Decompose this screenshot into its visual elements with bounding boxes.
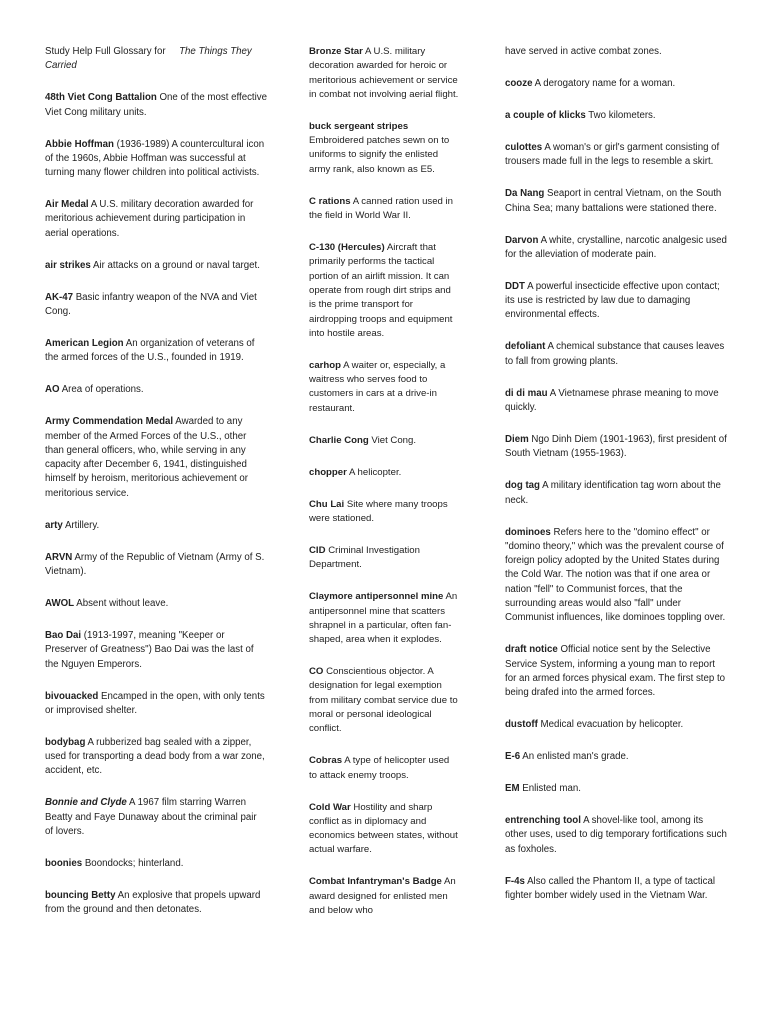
glossary-term: ARVN: [45, 551, 73, 563]
glossary-definition: An organization of veterans of the armed forces of the U.S., founded in 1919.: [45, 337, 255, 364]
glossary-definition: (1936-1989) A countercultural icon of the 1960s, Abbie Hoffman was successful at turning many flower children into political activists.: [45, 138, 265, 179]
glossary-definition: A Vietnamese phrase meaning to move quickly.: [505, 387, 719, 413]
glossary-term: buck sergeant stripes: [309, 120, 409, 132]
glossary-term: Army Commendation Medal: [45, 416, 174, 428]
glossary-term: boonies: [45, 857, 83, 869]
glossary-entry: [505, 387, 727, 416]
glossary-term: C rations: [309, 195, 351, 207]
glossary-term: CID: [309, 544, 326, 556]
glossary-entry: [309, 875, 459, 918]
glossary-term: entrenching tool: [505, 815, 581, 827]
glossary-definition: Refers here to the "domino effect" or "domino theory," which was the prevalent course of foreign policy adopted by the United States during the Cold War. The notion was that if one area or nation "fell" to Communist forces, that the surrounding areas would also "fall" under Communist influences, like dominoes toppling over.: [505, 526, 726, 624]
glossary-definition: A derogatory name for a woman.: [534, 77, 676, 89]
glossary-entry: [45, 796, 267, 839]
glossary-definition: A rubberized bag sealed with a zipper, used for transporting a dead body from a war zone, accident, etc.: [45, 736, 265, 777]
glossary-term: dominoes: [505, 526, 551, 538]
glossary-term: Darvon: [505, 234, 539, 246]
glossary-entry: [45, 138, 267, 181]
glossary-entry: [309, 544, 459, 573]
glossary-term: DDT: [505, 280, 525, 292]
book-title: The Things They Carried: [45, 46, 252, 72]
glossary-definition: A woman's or girl's garment consisting of trousers made full in the legs to resemble a skirt.: [505, 141, 720, 168]
glossary-term: Cold War: [309, 801, 351, 813]
glossary-entry: [45, 597, 267, 611]
glossary-term: cooze: [505, 77, 533, 89]
glossary-definition: A U.S. military decoration awarded for heroic or meritorious achievement or service in combat not involving aerial flight.: [309, 46, 459, 100]
glossary-entry: [45, 889, 267, 918]
glossary-term: a couple of klicks: [505, 109, 586, 121]
glossary-entry: [505, 814, 727, 857]
glossary-definition: Absent without leave.: [76, 597, 169, 609]
glossary-term: C-130 (Hercules): [309, 242, 385, 254]
glossary-term: defoliant: [505, 341, 546, 353]
glossary-definition: A canned ration used in the field in World War II.: [309, 195, 454, 222]
glossary-definition: Also called the Phantom II, a type of tactical fighter bomber widely used in the Vietnam War.: [505, 875, 716, 901]
heading-text: Study Help Full Glossary for: [45, 46, 166, 57]
glossary-entry: [505, 643, 727, 700]
glossary-definition: Medical evacuation by helicopter.: [540, 719, 684, 731]
glossary-entry: [505, 479, 727, 508]
glossary-definition: A white, crystalline, narcotic analgesic used for the alleviation of moderate pain.: [505, 234, 727, 260]
glossary-term: AK-47: [45, 291, 73, 303]
glossary-entry: [309, 120, 459, 177]
glossary-definition: Aircraft that primarily performs the tactical portion of an airlift mission. It can operate from rough dirt strips and is the prime transport for airdropping troops and equipment into hostile areas.: [309, 242, 453, 339]
glossary-term: AO: [45, 384, 60, 396]
glossary-definition: Army of the Republic of Vietnam (Army of S. Vietnam).: [45, 551, 265, 577]
glossary-entry: [309, 241, 459, 341]
glossary-entry: [309, 45, 459, 102]
glossary-definition: Embroidered patches sewn on to uniforms to signify the enlisted army rank, also known as E5.: [309, 135, 450, 175]
glossary-definition: A type of helicopter used to attack enemy troops.: [309, 755, 450, 781]
glossary-term: F-4s: [505, 875, 525, 887]
glossary-term: Air Medal: [45, 199, 89, 211]
glossary-definition: A 1967 film starring Warren Beatty and Faye Dunaway about the criminal pair of lovers.: [45, 797, 257, 837]
glossary-term: draft notice: [505, 644, 558, 656]
glossary-term: arty: [45, 519, 63, 531]
glossary-term: Claymore antipersonnel mine: [309, 591, 444, 603]
glossary-entry: [505, 750, 727, 764]
glossary-column-2: [309, 45, 459, 936]
glossary-term: bodybag: [45, 736, 86, 748]
glossary-entry: [45, 91, 267, 120]
glossary-definition: Criminal Investigation Department.: [309, 544, 420, 571]
glossary-definition: Two kilometers.: [588, 109, 656, 121]
glossary-term: EM: [505, 783, 520, 795]
glossary-term: CO: [309, 666, 324, 678]
glossary-entry: [45, 415, 267, 501]
glossary-entry: [309, 590, 459, 647]
glossary-entry: [505, 109, 727, 123]
glossary-definition: Ngo Dinh Diem (1901-1963), first president of South Vietnam (1955-1963).: [505, 433, 727, 460]
glossary-definition: A powerful insecticide effective upon contact; its use is restricted by law due to damaging environmental effects.: [505, 280, 720, 321]
glossary-term: Abbie Hoffman: [45, 138, 114, 150]
glossary-entry: [45, 337, 267, 366]
glossary-definition: A chemical substance that causes leaves to fall from growing plants.: [505, 341, 725, 367]
glossary-entry: [505, 45, 727, 59]
glossary-definition: A U.S. military decoration awarded for meritorious achievement during participation in aerial operations.: [45, 199, 254, 239]
glossary-term: Diem: [505, 433, 529, 445]
glossary-entry: [45, 857, 267, 871]
glossary-definition: Viet Cong.: [371, 434, 416, 446]
glossary-entry: [45, 291, 267, 320]
glossary-term: air strikes: [45, 259, 91, 271]
glossary-definition: Conscientious objector. A designation for legal exemption from military combat service due to moral or personal ideological conflict.: [309, 666, 458, 735]
glossary-entry: [309, 195, 459, 224]
glossary-term: E-6: [505, 751, 521, 763]
glossary-entry: [309, 665, 459, 736]
glossary-column-1: [45, 45, 267, 935]
glossary-entry: [309, 359, 459, 416]
glossary-definition: An award designed for enlisted men and below who: [309, 876, 456, 916]
glossary-definition: A waiter or, especially, a waitress who serves food to customers in cars at a drive-in restaurant.: [309, 359, 446, 414]
glossary-definition: Official notice sent by the Selective Service System, informing a young man to report for an armed forces physical exam. The first step to being drafed into the armed forces.: [505, 644, 726, 699]
glossary-definition: Awarded to any member of the Armed Forces of the U.S., other than general officers, who, while serving in any capacity after December 6, 1941, distinguished himself by heroism, meritorious achievement or meritorious service.: [45, 416, 248, 499]
glossary-definition: An antipersonnel mine that scatters shrapnel in a particular, often fan-shaped, area when it explodes.: [309, 591, 458, 646]
glossary-definition: Boondocks; hinterland.: [84, 857, 184, 869]
glossary-definition: (1913-1997, meaning "Keeper or Preserver of Greatness") Bao Dai was the last of the Nguyen Emperors.: [45, 629, 254, 670]
glossary-term: di di mau: [505, 387, 548, 399]
glossary-entry: [505, 187, 727, 216]
glossary-definition: Basic infantry weapon of the NVA and Viet Cong.: [45, 291, 257, 317]
glossary-entry: [45, 383, 267, 397]
glossary-entry: [309, 466, 459, 480]
glossary-definition: Site where many troops were stationed.: [309, 498, 448, 524]
glossary-entry: [45, 736, 267, 779]
glossary-term: Bronze Star: [309, 46, 363, 57]
glossary-entry: [309, 434, 459, 448]
glossary-term: AWOL: [45, 597, 75, 609]
glossary-term: Combat Infantryman's Badge: [309, 876, 442, 888]
glossary-definition: One of the most effective Viet Cong military units.: [45, 92, 268, 118]
glossary-definition: Air attacks on a ground or naval target.: [92, 259, 260, 271]
glossary-term: bouncing Betty: [45, 889, 116, 901]
glossary-entry: [309, 801, 459, 858]
glossary-term: Cobras: [309, 755, 343, 767]
glossary-term: 48th Viet Cong Battalion: [45, 92, 157, 104]
glossary-definition: An enlisted man's grade.: [522, 751, 629, 763]
glossary-definition: Area of operations.: [61, 384, 144, 396]
glossary-term: American Legion: [45, 337, 124, 349]
glossary-term: bivouacked: [45, 690, 99, 702]
glossary-entry: [45, 519, 267, 533]
glossary-entry: [45, 198, 267, 241]
glossary-entry: [505, 340, 727, 369]
glossary-entry: [505, 234, 727, 263]
glossary-term: Charlie Cong: [309, 434, 369, 446]
glossary-entry: [45, 259, 267, 273]
glossary-definition: Enlisted man.: [522, 783, 581, 795]
glossary-term: dustoff: [505, 719, 538, 731]
glossary-definition: Artillery.: [64, 519, 100, 531]
glossary-term: Da Nang: [505, 188, 545, 200]
glossary-term: chopper: [309, 466, 347, 478]
glossary-entry: [45, 629, 267, 672]
glossary-term: Bao Dai: [45, 629, 82, 641]
glossary-definition: Encamped in the open, with only tents or improvised shelter.: [45, 690, 265, 716]
glossary-entry: [309, 754, 459, 783]
glossary-entry: [505, 718, 727, 732]
glossary-definition: Seaport in central Vietnam, on the South China Sea; many battalions were stationed there.: [505, 188, 722, 214]
glossary-entry: [309, 498, 459, 527]
glossary-entry: [505, 875, 727, 904]
glossary-entry: [505, 782, 727, 796]
glossary-entry: [505, 526, 727, 626]
glossary-term: carhop: [309, 359, 341, 371]
glossary-term: Chu Lai: [309, 498, 345, 510]
glossary-entry: [505, 141, 727, 170]
glossary-definition: A helicopter.: [349, 466, 402, 478]
glossary-definition: A military identification tag worn about the neck.: [505, 480, 721, 506]
glossary-definition: have served in active combat zones.: [505, 46, 662, 57]
glossary-definition: An explosive that propels upward from the ground and then detonates.: [45, 889, 261, 916]
glossary-entry: [505, 433, 727, 462]
glossary-entry: [45, 690, 267, 719]
glossary-term: dog tag: [505, 480, 540, 492]
glossary-column-3: [505, 45, 727, 921]
glossary-definition: Hostility and sharp conflict as in diplomacy and economics between states, without actual warfare.: [309, 801, 458, 856]
glossary-entry: [505, 77, 727, 91]
glossary-entry: [505, 280, 727, 323]
glossary-term: Bonnie and Clyde: [45, 797, 127, 809]
glossary-heading: [45, 45, 267, 74]
glossary-definition: A shovel-like tool, among its other uses, used to dig temporary fortifications such as foxholes.: [505, 815, 727, 855]
glossary-term: culottes: [505, 141, 543, 153]
glossary-entry: [45, 551, 267, 580]
